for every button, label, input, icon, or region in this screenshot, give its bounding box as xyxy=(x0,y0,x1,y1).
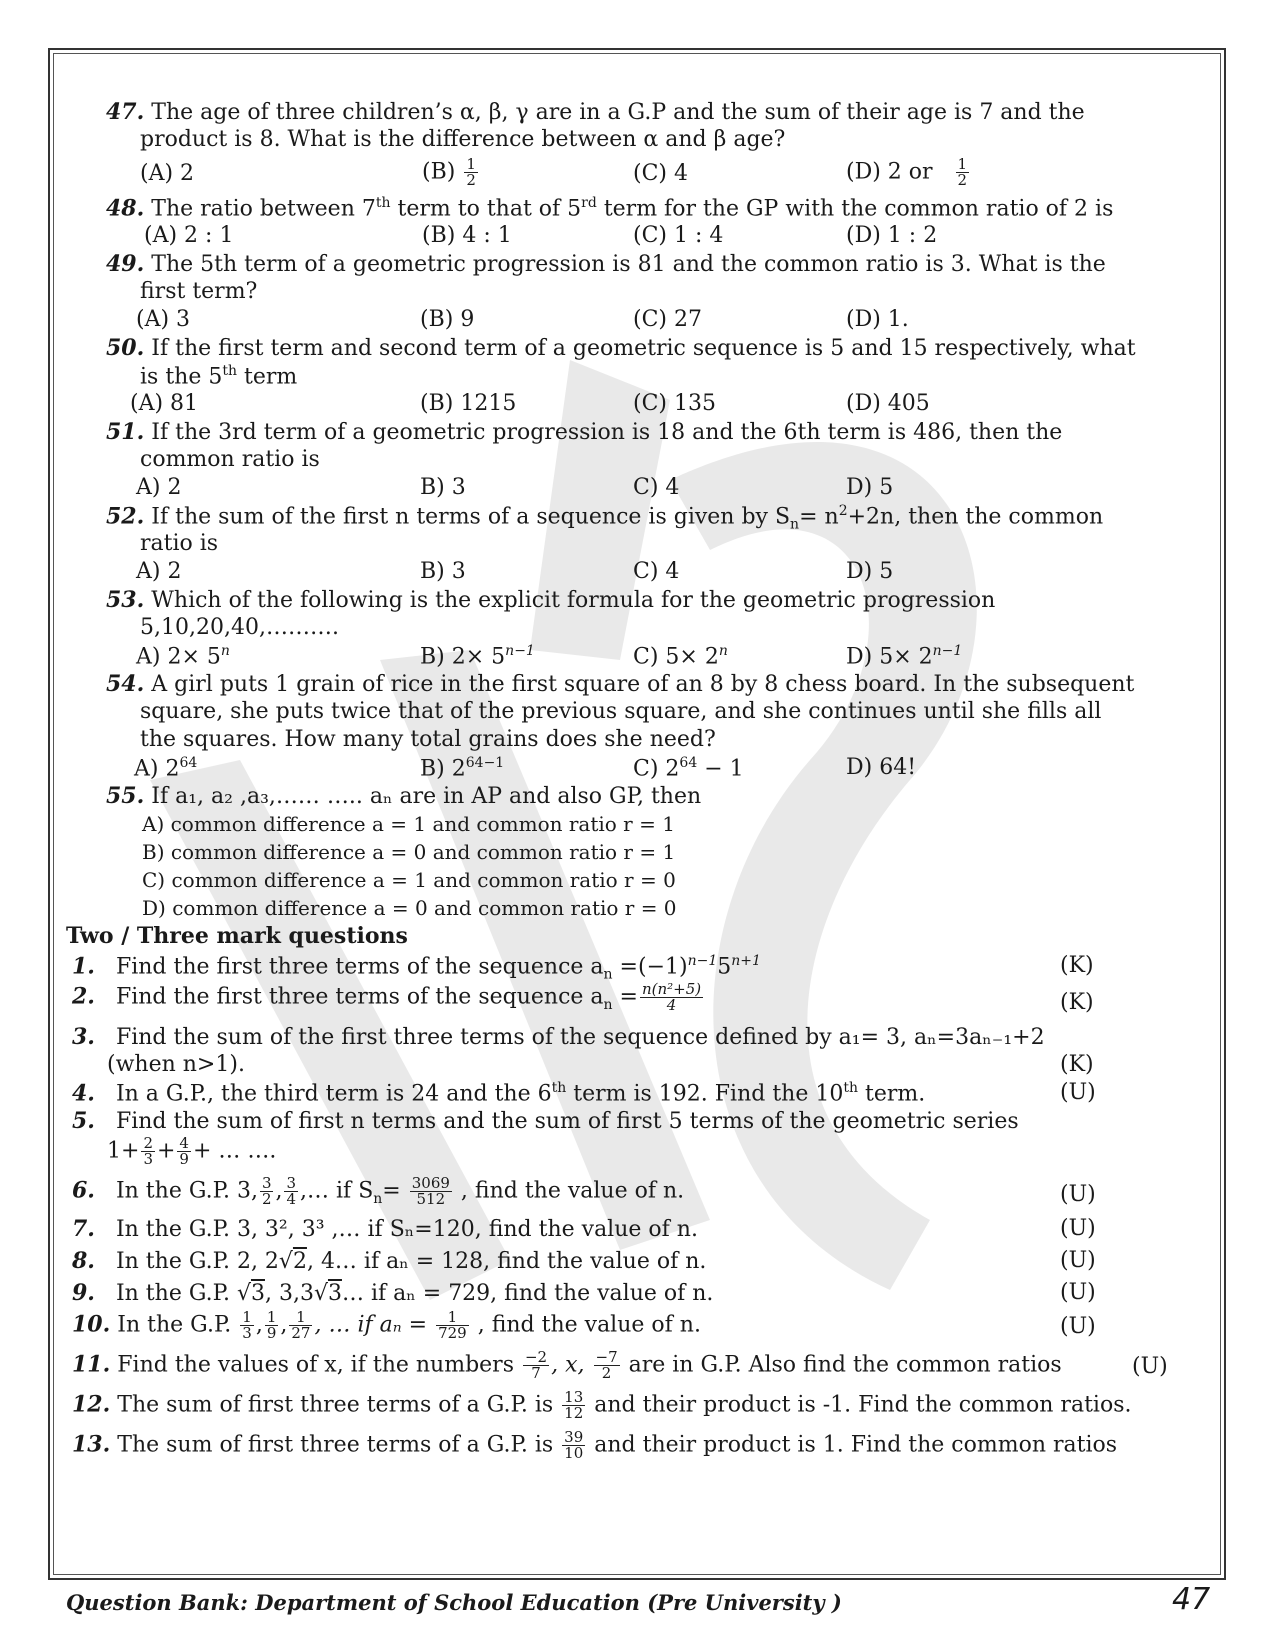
q54-option-c-base: C) 2 xyxy=(633,756,680,782)
sq9-number: 9. xyxy=(72,1280,95,1306)
sq10-pre: In the G.P. xyxy=(117,1312,239,1338)
q51-line2: common ratio is xyxy=(140,447,320,472)
frac-denominator: 2 xyxy=(601,1364,612,1382)
sq2-text: Find the first three terms of the sequence a xyxy=(115,984,604,1010)
q54-option-a xyxy=(134,755,197,781)
q47-line1 xyxy=(106,99,1085,125)
sq4-sup2: th xyxy=(843,1080,859,1096)
frac-numerator: n(n²+5) xyxy=(642,980,702,998)
q47-option-b-label: (B) xyxy=(422,159,456,185)
sq11-post: are in G.P. Also find the common ratios xyxy=(621,1352,1062,1378)
sq4-pre: In a G.P., the third term is 24 and the 6 xyxy=(115,1081,552,1107)
frac-numerator: 1 xyxy=(957,155,968,173)
sq5-series-b: + … …. xyxy=(192,1138,277,1164)
frac-denominator: 10 xyxy=(564,1444,584,1462)
sq13-line xyxy=(72,1430,1117,1461)
frac-denominator: 3 xyxy=(143,1150,153,1168)
sq7-number: 7. xyxy=(72,1216,95,1242)
sq4-number: 4. xyxy=(72,1080,95,1107)
sq1-line xyxy=(72,953,761,983)
sq10-tag: (U) xyxy=(1060,1314,1096,1339)
q53-option-b-exp: n−1 xyxy=(505,643,535,659)
q52-line2: ratio is xyxy=(140,531,219,556)
q50-line2 xyxy=(140,363,297,389)
q55-option-d: D) common difference a = 0 and common ratio r = 0 xyxy=(142,896,677,920)
sq7-tag: (U) xyxy=(1060,1216,1096,1241)
sq11-frac-1 xyxy=(523,1350,549,1381)
sq13-number: 13. xyxy=(72,1431,111,1458)
q53-option-c-exp: n xyxy=(718,643,728,659)
sq11-tag: (U) xyxy=(1132,1354,1168,1379)
frac-denominator: 9 xyxy=(179,1150,189,1168)
sq2-sub: n xyxy=(603,996,613,1013)
sq1-sup: n−1 xyxy=(687,953,718,969)
q54-option-c xyxy=(633,755,744,781)
sq5-plus: + xyxy=(156,1138,176,1164)
sq10-frac-1 xyxy=(240,1310,254,1341)
sq9-radicand-2: 3 xyxy=(327,1281,342,1306)
q53-number: 53. xyxy=(106,587,145,613)
q55-number: 55. xyxy=(106,783,145,809)
q48-option-c: (C) 1 : 4 xyxy=(633,223,724,248)
sq8-tag: (U) xyxy=(1060,1248,1096,1273)
sq2-number: 2. xyxy=(72,983,95,1010)
sq1-post: 5 xyxy=(717,954,732,980)
sq8-post: , 4… if aₙ = 128, find the value of n. xyxy=(306,1249,707,1274)
frac-numerator: 4 xyxy=(179,1134,189,1152)
sq10-mid: , … if aₙ = xyxy=(314,1312,435,1338)
q48-option-b: (B) 4 : 1 xyxy=(422,223,512,248)
sq1-tag: (K) xyxy=(1060,953,1094,978)
frac-denominator: 512 xyxy=(416,1190,446,1208)
sq4-sup1: th xyxy=(551,1080,567,1096)
q47-option-d xyxy=(846,157,971,188)
q53-line2: 5,10,20,40,………. xyxy=(140,615,339,640)
sq8-pre: In the G.P. 2, 2√ xyxy=(115,1249,293,1274)
q52-option-c: C) 4 xyxy=(633,559,680,584)
frac-numerator: −7 xyxy=(595,1348,618,1366)
sq6-number: 6. xyxy=(72,1177,95,1204)
frac-denominator: 729 xyxy=(438,1324,467,1342)
sq12-number: 12. xyxy=(72,1391,111,1418)
sq9-pre: In the G.P. √ xyxy=(115,1281,251,1306)
q51-line1 xyxy=(106,419,1062,445)
frac-numerator: 1 xyxy=(242,1308,252,1326)
q52-post: +2n, then the common xyxy=(847,504,1104,530)
q50-line1 xyxy=(106,335,1136,361)
sq10-frac-2 xyxy=(265,1310,279,1341)
section-title: Two / Three mark questions xyxy=(66,923,408,949)
sq9-radicand-1: 3 xyxy=(250,1281,265,1306)
q53-option-a xyxy=(136,643,230,669)
sq3-line1 xyxy=(72,1024,1045,1050)
q52-sup: 2 xyxy=(838,503,848,519)
q47-option-d-fraction xyxy=(956,157,970,188)
q48-pre: The ratio between 7 xyxy=(151,196,376,222)
q51-option-b: B) 3 xyxy=(420,475,466,500)
q47-option-b-fraction xyxy=(464,157,478,188)
q52-sub: n xyxy=(790,516,800,533)
sq3-number: 3. xyxy=(72,1024,95,1050)
q47-line2: product is 8. What is the difference between α and β age? xyxy=(140,127,786,152)
q49-line1 xyxy=(106,251,1106,277)
frac-numerator: 1 xyxy=(266,1308,277,1326)
sq1-sup2: n+1 xyxy=(731,953,761,969)
q55-line1 xyxy=(106,783,701,809)
sq5-number: 5. xyxy=(72,1108,95,1134)
q48-number: 48. xyxy=(106,195,145,222)
sq10-line: 10. In the G.P. $\frac{1}{3}$ , $\frac{1}{9}$ , $\frac{1}{27}$ , … if aₙ = $\frac{1}{729}$ , find the value of n. xyxy=(72,1308,701,1342)
frac-denominator: 7 xyxy=(531,1364,541,1382)
frac-denominator: 4 xyxy=(286,1190,297,1208)
q50-line2-sup: th xyxy=(222,363,237,379)
sq4-tag: (U) xyxy=(1060,1080,1096,1105)
q50-line2b: term xyxy=(237,364,298,390)
q49-text1: The 5th term of a geometric progression is 81 and the common ratio is 3. What is the xyxy=(151,252,1106,277)
q48-mid: term to that of 5 xyxy=(390,196,582,222)
sq7-text: In the G.P. 3, 3², 3³ ,… if Sₙ=120, find the value of n. xyxy=(115,1217,698,1242)
frac-denominator: 2 xyxy=(957,171,968,189)
sq5-frac-1 xyxy=(141,1136,155,1167)
q53-option-b xyxy=(420,643,535,669)
sq12-line xyxy=(72,1390,1131,1421)
q47-text1: The age of three children’s α, β, γ are in a G.P and the sum of their age is 7 and the xyxy=(151,100,1085,125)
q53-option-d-exp: n−1 xyxy=(932,643,963,659)
sq11-line xyxy=(72,1350,1062,1381)
q48-option-d: (D) 1 : 2 xyxy=(846,223,938,248)
sq1-sub: n xyxy=(603,966,613,983)
q54-option-d: D) 64! xyxy=(846,755,917,780)
q51-option-a: A) 2 xyxy=(136,475,182,500)
frac-denominator: 12 xyxy=(564,1404,584,1422)
frac-denominator: 2 xyxy=(466,171,476,189)
sq3-line2: (when n>1). xyxy=(107,1052,245,1077)
q49-line2: first term? xyxy=(140,279,258,304)
q54-number: 54. xyxy=(106,671,145,697)
q54-text1: A girl puts 1 grain of rice in the first square of an 8 by 8 chess board. In the subsequent xyxy=(151,672,1135,697)
q50-number: 50. xyxy=(106,335,145,361)
sq1-eq: =(−1) xyxy=(612,954,688,980)
q53-text1: Which of the following is the explicit formula for the geometric progression xyxy=(151,588,996,613)
sq3-tag: (K) xyxy=(1060,1052,1094,1077)
frac-denominator: 27 xyxy=(291,1324,311,1342)
q49-number: 49. xyxy=(106,251,145,277)
q53-option-a-base: A) 2× 5 xyxy=(136,644,221,670)
q52-option-b: B) 3 xyxy=(420,559,466,584)
q47-number: 47. xyxy=(106,99,145,125)
q49-option-d: (D) 1. xyxy=(846,307,909,332)
q50-line2a: is the 5 xyxy=(140,364,223,390)
q50-option-d: (D) 405 xyxy=(846,391,930,416)
sq5-line2 xyxy=(107,1136,276,1167)
sq9-post: … if aₙ = 729, find the value of n. xyxy=(341,1281,714,1306)
q47-option-b xyxy=(422,157,480,188)
sq12-pre: The sum of first three terms of a G.P. is xyxy=(117,1392,561,1418)
sq13-pre: The sum of first three terms of a G.P. is xyxy=(117,1432,561,1458)
frac-numerator: 1 xyxy=(289,1310,312,1326)
q54-option-c-exp: 64 xyxy=(679,755,698,771)
sq8-line xyxy=(72,1248,706,1274)
q52-option-a: A) 2 xyxy=(136,559,182,584)
q50-option-b: (B) 1215 xyxy=(420,391,517,416)
q51-text1: If the 3rd term of a geometric progression is 18 and the 6th term is 486, then the xyxy=(151,420,1063,445)
sq2-line xyxy=(72,982,705,1013)
q48-sup2: rd xyxy=(581,195,597,211)
footer-text: Question Bank: Department of School Education (Pre University ) xyxy=(66,1590,842,1615)
sq2-tag: (K) xyxy=(1060,990,1094,1015)
page-number: 47 xyxy=(1172,1582,1211,1617)
q53-option-d-base: D) 5× 2 xyxy=(846,644,933,670)
q54-option-a-exp: 64 xyxy=(179,755,198,771)
frac-numerator: 2 xyxy=(143,1134,153,1152)
frac-denominator: 2 xyxy=(261,1190,272,1208)
sq6-line xyxy=(72,1176,684,1207)
frac-numerator: 39 xyxy=(564,1428,584,1446)
sq6-frac-2 xyxy=(284,1176,298,1207)
frac-numerator: 13 xyxy=(564,1388,584,1406)
sq6-sub: n xyxy=(373,1190,383,1207)
q47-option-a: (A) 2 xyxy=(140,161,195,186)
sq8-number: 8. xyxy=(72,1248,95,1274)
q50-option-c: (C) 135 xyxy=(633,391,716,416)
sq2-eq: = xyxy=(612,984,638,1010)
sq6-pre: In the G.P. 3, xyxy=(115,1178,258,1204)
q52-option-d: D) 5 xyxy=(846,559,894,584)
sq11-frac-2 xyxy=(594,1350,620,1381)
q51-option-d: D) 5 xyxy=(846,475,894,500)
q55-option-b: B) common difference a = 0 and common ratio r = 1 xyxy=(142,840,676,864)
sq6-post: , find the value of n. xyxy=(453,1178,685,1204)
q49-option-a: (A) 3 xyxy=(136,307,191,332)
sq5-series-a: 1+ xyxy=(107,1138,140,1164)
q51-option-c: C) 4 xyxy=(633,475,680,500)
sq9-mid: , 3,3√ xyxy=(264,1281,328,1306)
sq1-number: 1. xyxy=(72,953,95,980)
sq10-frac-4 xyxy=(436,1310,469,1341)
q55-text1: If a₁, a₂ ,a₃,…… ….. aₙ are in AP and also GP, then xyxy=(151,784,702,809)
sq1-text: Find the first three terms of the sequence a xyxy=(115,954,604,980)
frac-denominator: 3 xyxy=(242,1324,252,1342)
q48-sup1: th xyxy=(375,195,391,211)
sq5-frac-2 xyxy=(177,1136,191,1167)
sq3-text: Find the sum of the first three terms of the sequence defined by a₁= 3, aₙ=3aₙ₋₁+2 xyxy=(115,1025,1045,1050)
frac-numerator: 3069 xyxy=(411,1174,450,1192)
sq4-post: term. xyxy=(858,1081,926,1107)
sq13-post: and their product is 1. Find the common ratios xyxy=(587,1432,1118,1458)
q54-option-c-post: − 1 xyxy=(697,756,744,782)
sq6-tag: (U) xyxy=(1060,1182,1096,1207)
q54-option-b xyxy=(420,755,504,781)
frac-denominator: 9 xyxy=(266,1324,277,1342)
q53-option-c xyxy=(633,643,728,669)
q53-option-d xyxy=(846,643,962,669)
sq4-line xyxy=(72,1080,925,1106)
q54-line1 xyxy=(106,671,1134,697)
q50-option-a: (A) 81 xyxy=(130,391,199,416)
q55-option-a: A) common difference a = 1 and common ratio r = 1 xyxy=(142,812,675,836)
q48-post: term for the GP with the common ratio of 2 is xyxy=(596,196,1114,222)
q49-option-b: (B) 9 xyxy=(420,307,475,332)
frac-numerator: −2 xyxy=(524,1348,548,1366)
sq9-line xyxy=(72,1280,713,1306)
sq12-post: and their product is -1. Find the common ratios. xyxy=(587,1392,1132,1418)
sq5-line1 xyxy=(72,1108,1019,1134)
sq12-frac xyxy=(562,1390,585,1421)
q52-pre: If the sum of the first n terms of a sequence is given by S xyxy=(151,504,791,530)
sq6-frac-1 xyxy=(260,1176,274,1207)
sq7-line xyxy=(72,1216,698,1242)
q54-line2: square, she puts twice that of the previous square, and she continues until she fills all xyxy=(140,699,1102,724)
sq11-mid: , x, xyxy=(551,1352,592,1378)
q55-option-c: C) common difference a = 1 and common ratio r = 0 xyxy=(142,868,676,892)
sq10-frac-3 xyxy=(289,1310,312,1341)
sq10-number: 10. xyxy=(72,1311,111,1338)
sq2-fraction xyxy=(640,982,703,1013)
q50-text1: If the first term and second term of a geometric sequence is 5 and 15 respectively, what xyxy=(151,336,1136,361)
q53-option-b-base: B) 2× 5 xyxy=(420,644,506,670)
q53-line1 xyxy=(106,587,995,613)
sq8-radicand: 2 xyxy=(292,1249,307,1274)
q52-mid: = n xyxy=(799,504,839,530)
sq4-mid: term is 192. Find the 10 xyxy=(566,1081,844,1107)
q53-option-a-exp: n xyxy=(220,643,230,659)
q49-option-c: (C) 27 xyxy=(633,307,702,332)
q54-line3: the squares. How many total grains does she need? xyxy=(140,727,716,752)
sq6-comma: , xyxy=(275,1178,283,1204)
q53-option-c-base: C) 5× 2 xyxy=(633,644,719,670)
sq5-text: Find the sum of first n terms and the sum of first 5 terms of the geometric series xyxy=(115,1109,1019,1134)
frac-denominator: 4 xyxy=(666,996,677,1014)
q54-option-a-base: A) 2 xyxy=(134,756,180,782)
q52-number: 52. xyxy=(106,503,145,530)
sq13-frac xyxy=(562,1430,585,1461)
frac-numerator: 1 xyxy=(466,155,476,173)
q54-option-b-exp: 64−1 xyxy=(465,755,505,771)
q47-option-c: (C) 4 xyxy=(633,161,688,186)
q51-number: 51. xyxy=(106,419,145,445)
q48-option-a: (A) 2 : 1 xyxy=(144,223,234,248)
frac-numerator: 1 xyxy=(436,1310,469,1326)
q52-line1 xyxy=(106,503,1103,533)
q47-option-d-label: (D) 2 or xyxy=(846,159,933,185)
q54-option-b-base: B) 2 xyxy=(420,756,466,782)
sq6-eq: = xyxy=(382,1178,401,1204)
sq6-mid: ,… if S xyxy=(300,1178,374,1204)
frac-numerator: 3 xyxy=(261,1174,272,1192)
sq11-pre: Find the values of x, if the numbers xyxy=(117,1352,521,1378)
frac-numerator: 3 xyxy=(286,1174,297,1192)
q48-line1 xyxy=(106,195,1113,221)
sq11-number: 11. xyxy=(72,1351,111,1378)
sq9-tag: (U) xyxy=(1060,1280,1096,1305)
sq6-frac-3 xyxy=(410,1176,452,1207)
sq10-post: , find the value of n. xyxy=(470,1312,701,1338)
